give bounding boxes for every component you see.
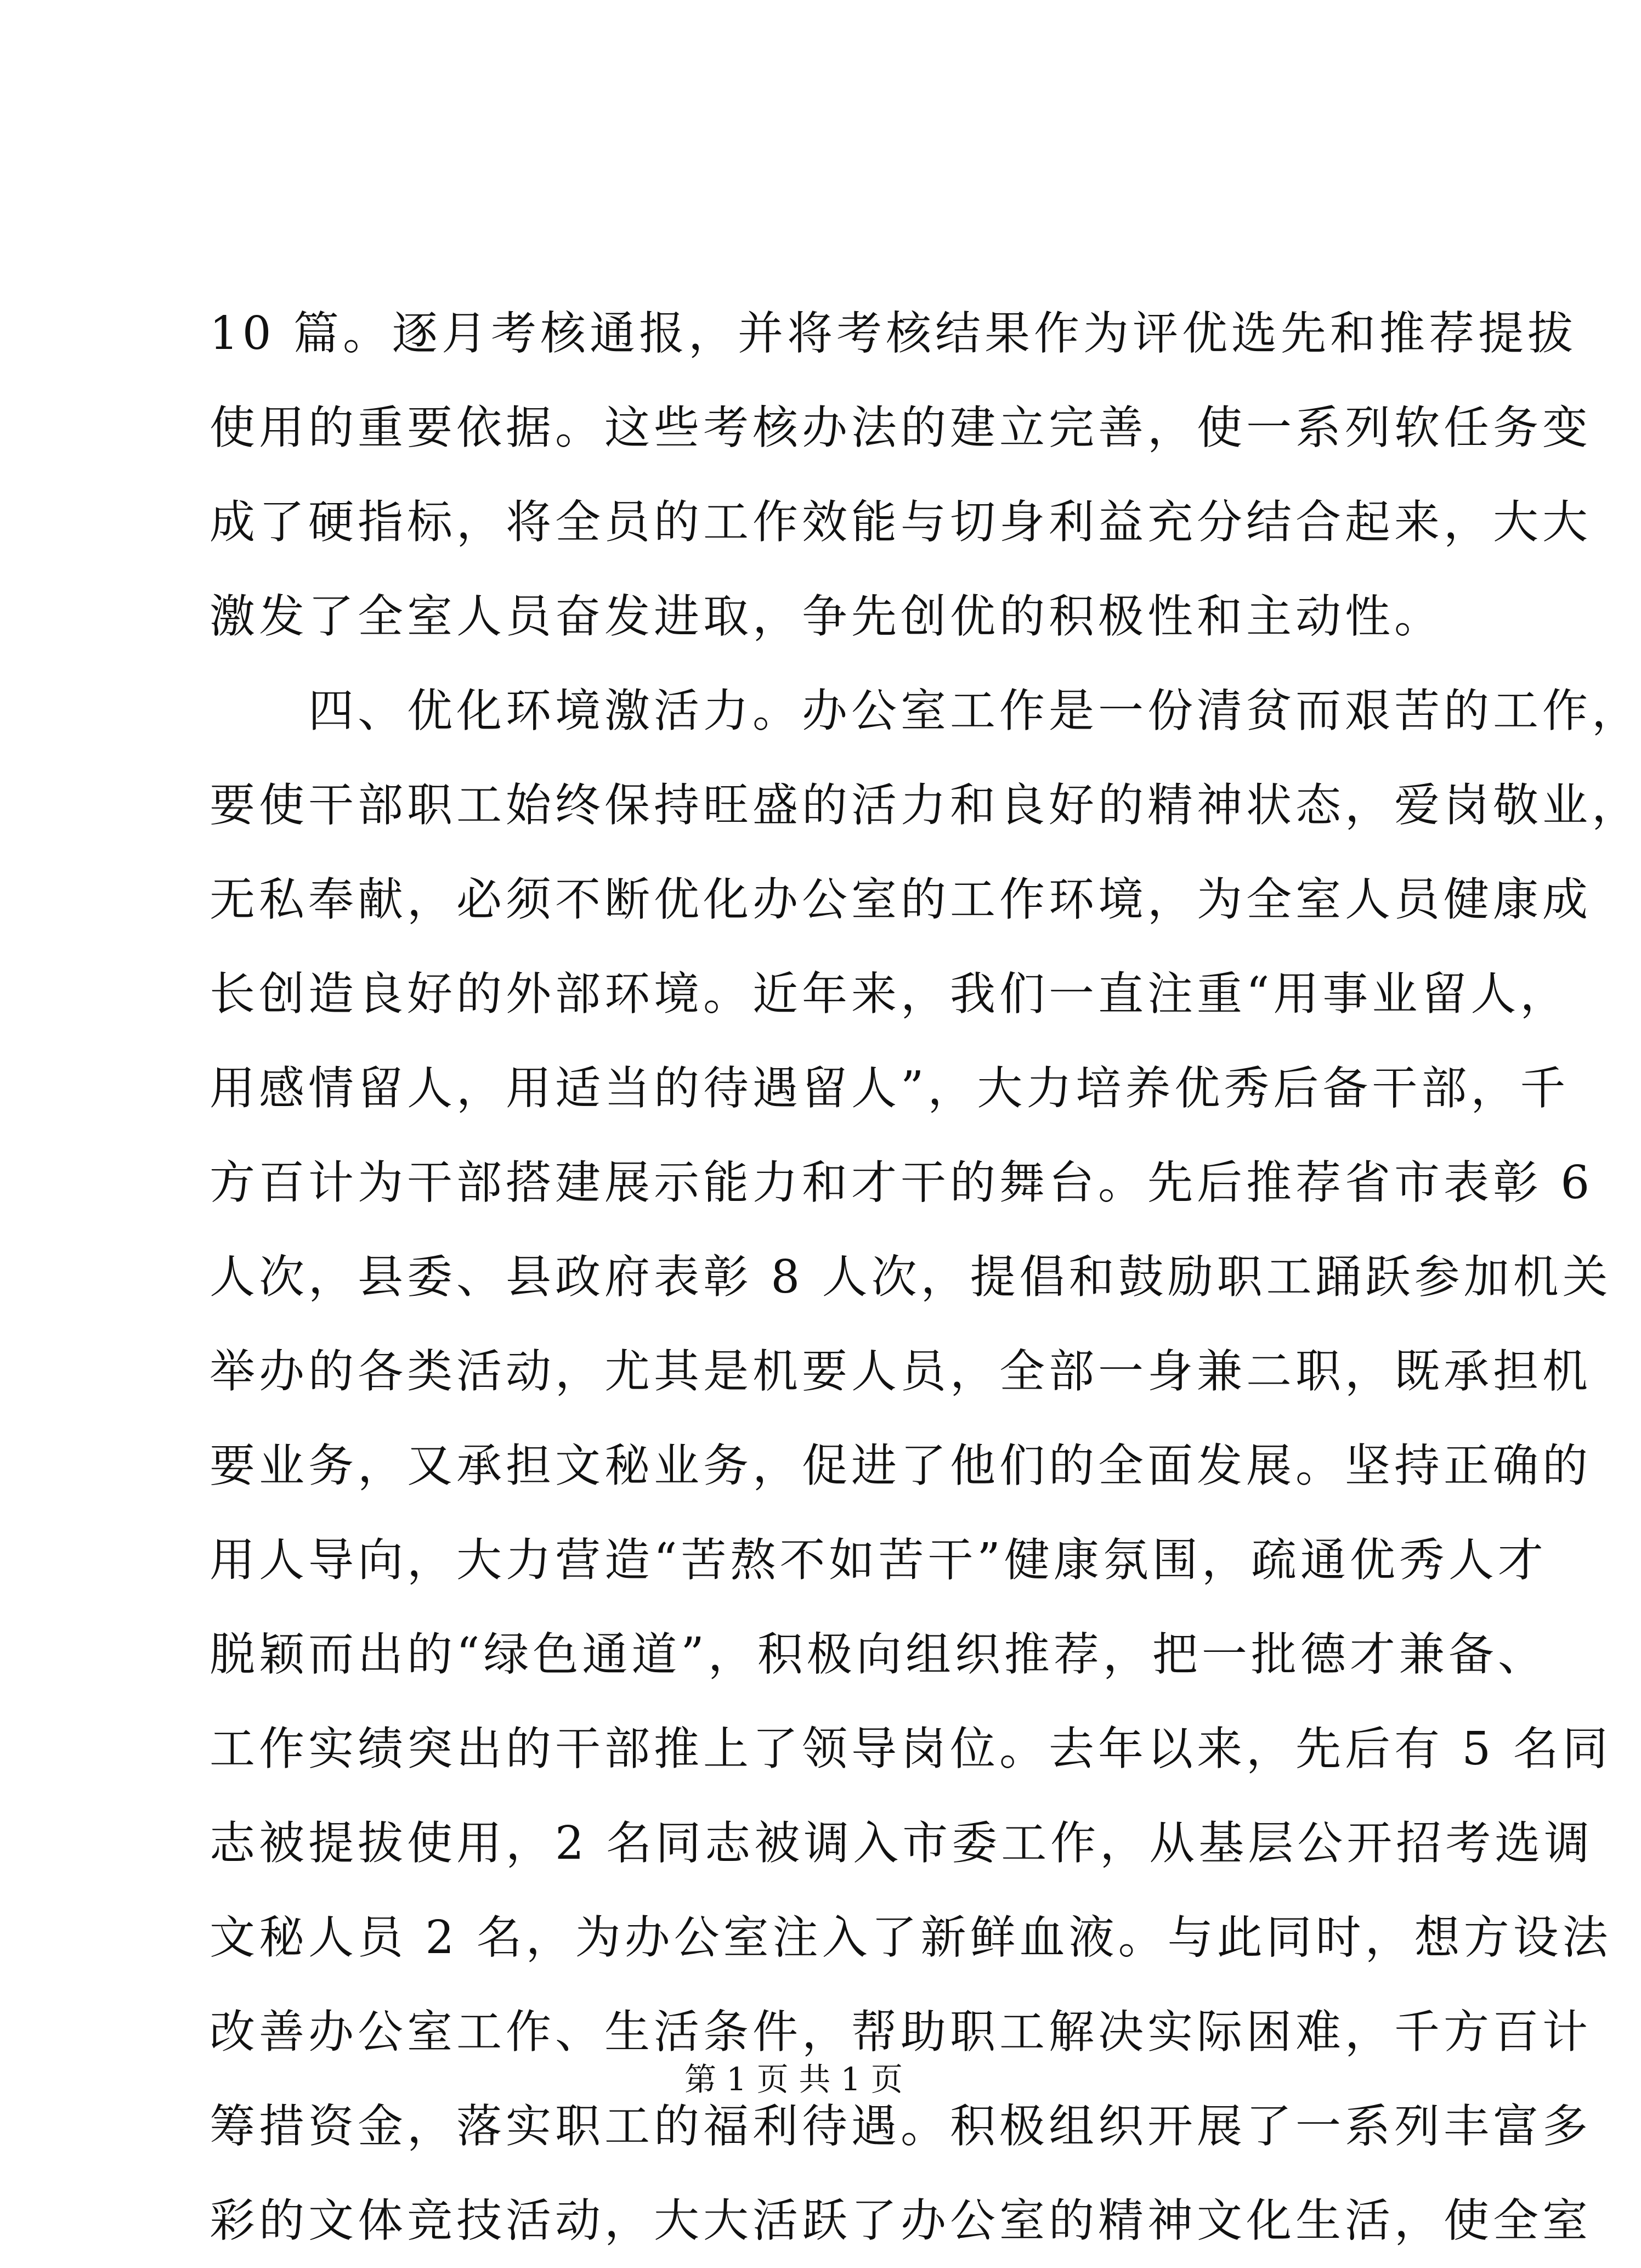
text-line: 举办的各类活动，尤其是机要人员，全部一身兼二职，既承担机 xyxy=(210,1345,1592,1398)
text-line: 激发了全室人员奋发进取，争先创优的积极性和主动性。 xyxy=(210,590,1444,643)
text-line: 改善办公室工作、生活条件，帮助职工解决实际困难，千方百计 xyxy=(210,2005,1592,2058)
text-line: 使用的重要依据。这些考核办法的建立完善，使一系列软任务变 xyxy=(210,401,1592,454)
text-line: 长创造良好的外部环境。近年来，我们一直注重“用事业留人， xyxy=(210,967,1570,1020)
text-line: 彩的文体竞技活动，大大活跃了办公室的精神文化生活，使全室 xyxy=(210,2194,1592,2247)
text-line: 10 篇。逐月考核通报，并将考核结果作为评优选先和推荐提拔 xyxy=(210,307,1577,360)
text-line: 成了硬指标，将全员的工作效能与切身利益充分结合起来，大大 xyxy=(210,495,1592,549)
text-line: 要使干部职工始终保持旺盛的活力和良好的精神状态，爱岗敬业， xyxy=(210,778,1641,832)
text-line: 文秘人员 2 名，为办公室注入了新鲜血液。与此同时，想方设法 xyxy=(210,1911,1612,1964)
text-line: 方百计为干部搭建展示能力和才干的舞台。先后推荐省市表彰 6 xyxy=(210,1156,1594,1209)
text-line: 筹措资金，落实职工的福利待遇。积极组织开展了一系列丰富多 xyxy=(210,2100,1592,2153)
text-line: 无私奉献，必须不断优化办公室的工作环境，为全室人员健康成 xyxy=(210,873,1592,926)
text-line: 要业务，又承担文秘业务，促进了他们的全面发展。坚持正确的 xyxy=(210,1439,1592,1492)
text-line: 用人导向，大力营造“苦熬不如苦干”健康氛围，疏通优秀人才 xyxy=(210,1533,1547,1587)
text-line: 工作实绩突出的干部推上了领导岗位。去年以来，先后有 5 名同 xyxy=(210,1722,1612,1775)
text-line: 脱颖而出的“绿色通道”，积极向组织推荐，把一批德才兼备、 xyxy=(210,1628,1547,1681)
page-footer: 第 1 页 共 1 页 xyxy=(684,2061,903,2098)
text-line: 志被提拔使用，2 名同志被调入市委工作，从基层公开招考选调 xyxy=(210,1816,1594,1870)
text-line: 用感情留人，用适当的待遇留人”，大力培养优秀后备干部，千 xyxy=(210,1062,1570,1115)
paragraph-start-line: 四、优化环境激活力。办公室工作是一份清贫而艰苦的工作， xyxy=(210,684,1641,737)
body-text xyxy=(210,286,1641,2268)
text-line: 人次，县委、县政府表彰 8 人次，提倡和鼓励职工踊跃参加机关 xyxy=(210,1250,1612,1304)
